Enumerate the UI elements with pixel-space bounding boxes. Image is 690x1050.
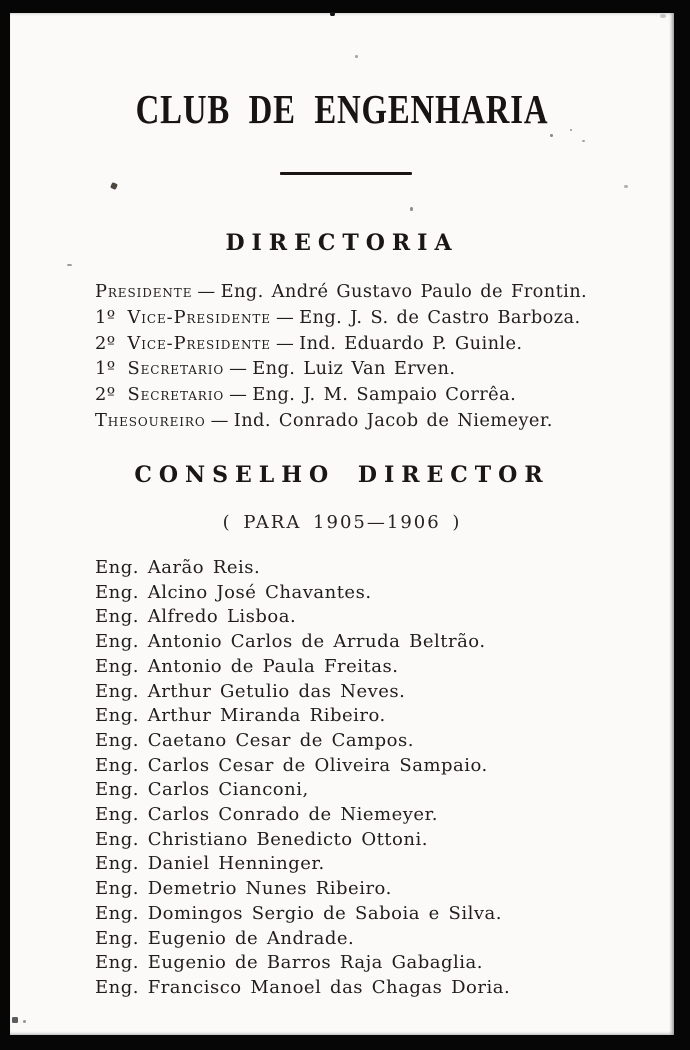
member-row: Eng. Daniel Henninger. [95, 853, 325, 875]
officer-name: Eng. André Gustavo Paulo de Frontin. [220, 281, 588, 302]
member-row: Eng. Caetano Cesar de Campos. [95, 729, 414, 751]
officer-row [95, 331, 655, 357]
member-row: Eng. Arthur Getulio das Neves. [95, 680, 406, 702]
scan-artifact [67, 264, 72, 266]
officer-row [95, 305, 655, 331]
member-row: Eng. Carlos Conrado de Niemeyer. [95, 804, 438, 826]
officer-role: Secretario [127, 384, 225, 406]
officer-separator: — [210, 409, 229, 431]
member-row: Eng. Eugenio de Barros Raja Gabaglia. [95, 952, 483, 974]
conselho-heading: CONSELHO DIRECTOR [134, 462, 550, 488]
members-list [95, 556, 655, 1001]
officer-name: Eng. J. S. de Castro Barboza. [299, 306, 581, 328]
member-row: Eng. Aarão Reis. [95, 557, 261, 578]
officer-role: Secretario [127, 358, 225, 380]
scan-artifact [624, 185, 628, 188]
officer-name: Ind. Conrado Jacob de Niemeyer. [233, 409, 553, 431]
officer-ordinal: 2º [95, 384, 116, 406]
officer-row [95, 279, 655, 305]
term-subtitle: ( PARA 1905—1906 ) [222, 512, 462, 533]
member-row: Eng. Demetrio Nunes Ribeiro. [95, 878, 392, 900]
officer-name: Ind. Eduardo P. Guinle. [299, 332, 523, 354]
officer-role: Vice-Presidente [127, 306, 271, 328]
officer-ordinal: 2º [95, 332, 116, 354]
member-row: Eng. Carlos Cesar de Oliveira Sampaio. [95, 754, 488, 776]
member-row: Eng. Alfredo Lisboa. [95, 606, 297, 628]
member-row: Eng. Eugenio de Andrade. [95, 927, 355, 949]
page-title: CLUB DE ENGENHARIA [135, 86, 549, 132]
officer-separator: — [275, 332, 295, 354]
officers-list [95, 279, 655, 434]
scan-artifact [582, 140, 585, 142]
member-row: Eng. Christiano Benedicto Ottoni. [95, 828, 428, 850]
officer-name: Eng. J. M. Sampaio Corrêa. [252, 384, 517, 406]
scan-artifact [330, 12, 335, 16]
officer-row [95, 356, 655, 382]
officer-row [95, 408, 655, 434]
scan-artifact [410, 207, 413, 211]
officer-separator: — [229, 384, 248, 406]
scan-artifact [355, 55, 358, 58]
officer-ordinal: 1º [95, 358, 116, 380]
officer-separator: — [197, 281, 216, 302]
member-row: Eng. Francisco Manoel das Chagas Doria. [95, 976, 511, 998]
document-page [10, 13, 674, 1035]
officer-separator: — [275, 306, 295, 328]
officer-role: Presidente [95, 281, 193, 302]
member-row: Eng. Domingos Sergio de Saboia e Silva. [95, 902, 502, 924]
scan-artifact [550, 134, 553, 137]
scan-artifact [12, 1017, 18, 1023]
officer-role: Thesoureiro [95, 409, 206, 431]
directoria-heading: DIRECTORIA [225, 230, 459, 256]
officer-role: Vice-Presidente [127, 332, 271, 354]
member-row: Eng. Antonio Carlos de Arruda Beltrão. [95, 631, 486, 653]
officer-row [95, 382, 655, 408]
scan-artifact [110, 182, 118, 190]
member-row: Eng. Alcino José Chavantes. [95, 581, 372, 603]
title-divider-rule [280, 172, 412, 175]
member-row: Eng. Carlos Cianconi, [95, 779, 309, 801]
scan-artifact [660, 14, 666, 18]
officer-ordinal: 1º [95, 306, 116, 328]
member-row: Eng. Antonio de Paula Freitas. [95, 655, 399, 677]
officer-name: Eng. Luiz Van Erven. [252, 358, 456, 380]
officer-separator: — [229, 358, 248, 380]
member-row: Eng. Arthur Miranda Ribeiro. [95, 705, 386, 727]
scan-artifact [23, 1020, 26, 1023]
